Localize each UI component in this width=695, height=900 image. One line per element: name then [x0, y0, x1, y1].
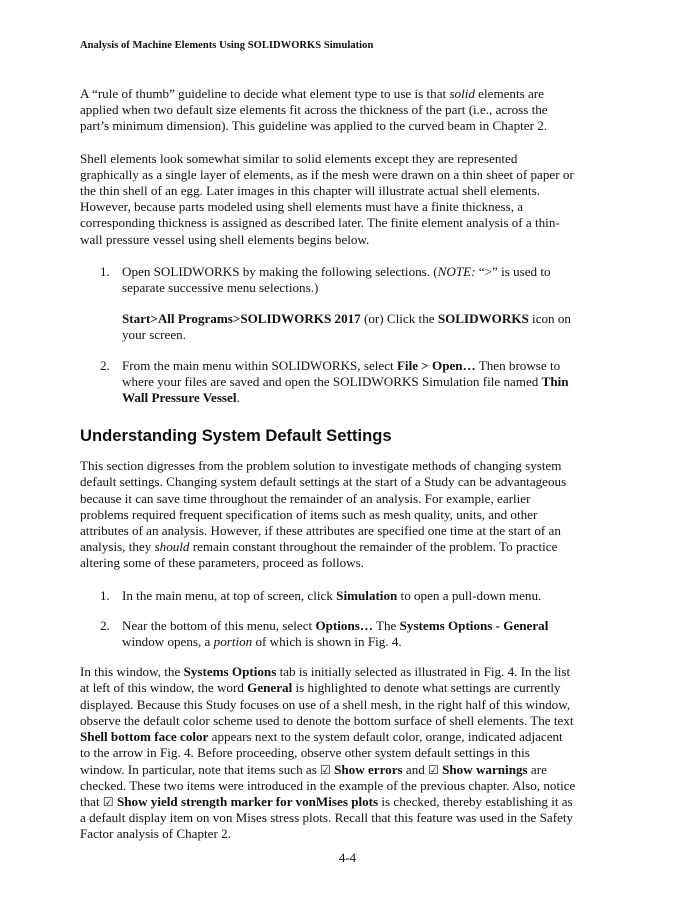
text-run: are checked. These two items were introduced in the example of the previous chapter. Also, notice that	[80, 761, 576, 809]
text-run: From the main menu within SOLIDWORKS, select	[122, 357, 397, 373]
text-run: elements are applied when two default size elements fit across the thickness of the part (i.e., across the part’s minimum dimension). This guideline was applied to the curved beam in Chapter 2.	[80, 86, 548, 134]
list-number: 1.	[100, 263, 110, 279]
checkbox-icon: ☑	[102, 794, 114, 809]
paragraph-window-description	[80, 664, 576, 842]
checkbox-icon: ☑	[320, 762, 331, 777]
text-run: .	[236, 390, 240, 406]
menu-path: Start>All Programs>SOLIDWORKS 2017	[122, 311, 361, 327]
text-run: In this window, the	[80, 664, 184, 680]
file-name: Thin Wall Pressure Vessel	[122, 373, 569, 406]
emphasis-solid: solid	[449, 86, 475, 101]
text-run: appears next to the system default color, orange, indicated adjacent to the arrow in Fig. 4. Before proceeding, observe other system default settings in this window. In particular, note that items such as	[80, 729, 563, 777]
list-number: 1.	[100, 587, 110, 603]
text-run: The	[372, 617, 400, 633]
text-run: This section digresses from the problem solution to investigate methods of changing system default settings. Changing system default settings at the start of a Study can be advantageous because it can save time throughout the remainder of an analysis. For example, earlier problems required frequent specification of items such as mesh quality, units, and other attributes of an analysis. However, if these attributes are specified one time at the start of an analysis, they	[80, 458, 567, 555]
list-entry-name: General	[247, 680, 293, 696]
text-run: window opens, a	[122, 634, 214, 650]
setting-name: Show yield strength marker for vonMises plots	[113, 793, 379, 809]
text-run: tab is initially selected as illustrated in Fig. 4. In the list at left of this window, the word	[80, 664, 571, 696]
list-item	[80, 618, 576, 650]
menu-path: File > Open…	[396, 357, 476, 373]
text-run: and	[402, 761, 429, 777]
steps-list-open	[80, 264, 576, 406]
tab-name: Systems Options	[183, 664, 277, 680]
setting-name: Shell bottom face color	[80, 729, 209, 745]
steps-list-options	[80, 588, 576, 651]
text-run: In the main menu, at top of screen, click	[122, 587, 337, 603]
setting-name: Show errors	[330, 761, 403, 777]
text-run: to open a pull-down menu.	[397, 587, 542, 603]
list-item	[80, 358, 576, 407]
note-label: NOTE:	[437, 263, 476, 279]
text-run: is highlighted to denote what settings are currently displayed. Because this Study focuses on use of a shell mesh, in the right half of this window, observe the default color scheme used to denote the bottom surface of shell elements. The text	[80, 680, 574, 728]
menu-name: Options…	[315, 617, 373, 633]
paragraph-shell-elements: Shell elements look somewhat similar to solid elements except they are represented graphically as a single layer of elements, as if the mesh were drawn on a thin sheet of paper or the thin shell of an egg. Later images in this chapter will illustrate actual shell elements. However, because parts modeled using shell elements must have a finite thickness, a corresponding thickness is assigned as described later. The finite element analysis of a thin-wall pressure vessel using shell elements begins below.	[80, 150, 574, 247]
list-item	[80, 588, 576, 604]
list-number: 2.	[100, 357, 110, 373]
app-name: SOLIDWORKS	[437, 311, 529, 327]
list-subtext	[122, 311, 576, 343]
text-run: A “rule of thumb” guideline to decide what element type to use is that	[80, 86, 450, 101]
paragraph-rule-of-thumb	[80, 86, 576, 135]
text-run: “>” is used to separate successive menu selections.)	[122, 263, 551, 296]
body-text	[80, 86, 576, 859]
text-run: of which is shown in Fig. 4.	[252, 634, 402, 650]
text-run: Open SOLIDWORKS by making the following selections. (	[122, 263, 438, 279]
text-run: (or) Click the	[360, 311, 438, 327]
window-name: Systems Options - General	[399, 617, 549, 633]
running-header: Analysis of Machine Elements Using SOLIDWORKS Simulation	[80, 40, 374, 51]
text-run: icon on your screen.	[122, 311, 571, 343]
text-run: Near the bottom of this menu, select	[122, 617, 316, 633]
text-run: Then browse to where your files are saved and open the SOLIDWORKS Simulation file named	[122, 357, 561, 389]
section-heading: Understanding System Default Settings	[80, 426, 392, 446]
emphasis-should: should	[154, 539, 190, 555]
list-number: 2.	[100, 617, 110, 633]
emphasis-portion: portion	[213, 634, 253, 650]
setting-name: Show warnings	[438, 761, 528, 777]
paragraph-system-defaults	[80, 458, 576, 571]
page-number: 4-4	[338, 850, 357, 865]
menu-name: Simulation	[336, 587, 398, 603]
text-run: remain constant throughout the remainder of the problem. To practice altering some of these parameters, proceed as follows.	[80, 539, 558, 571]
checkbox-icon: ☑	[428, 762, 439, 777]
list-item	[80, 264, 576, 344]
text-run: is checked, thereby establishing it as a default display item on von Mises stress plots. Recall that this feature was used in the Safety Factor analysis of Chapter 2.	[80, 793, 574, 842]
